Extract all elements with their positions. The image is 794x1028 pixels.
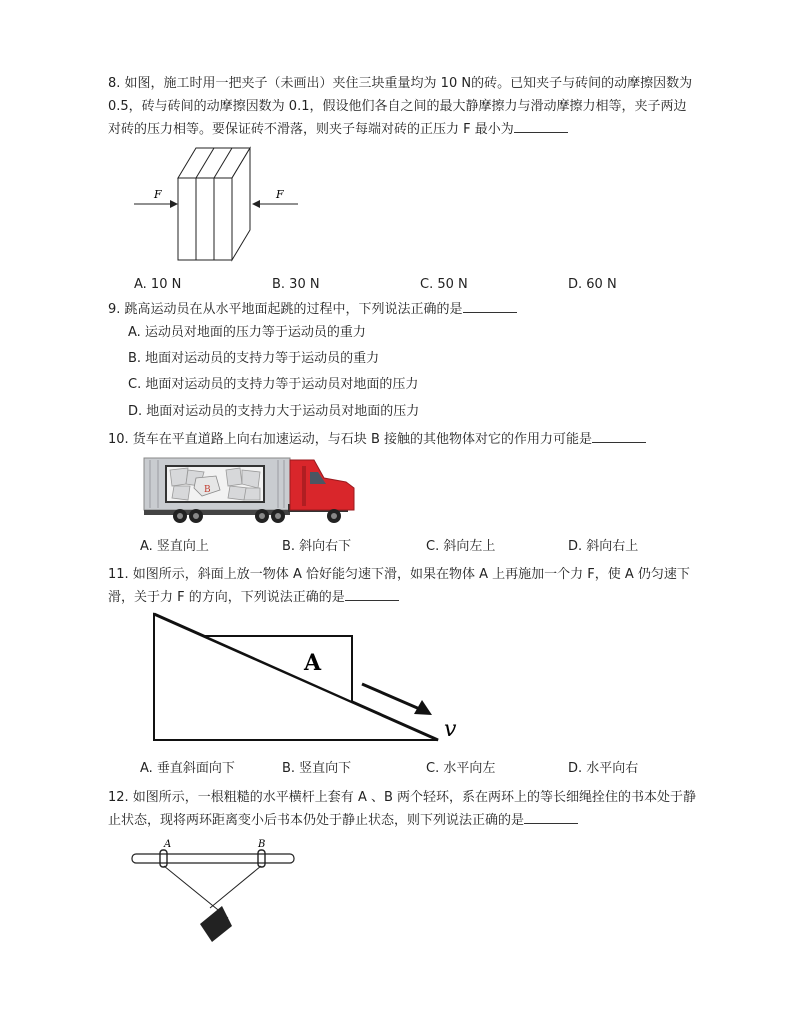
q9-option-d: D. 地面对运动员的支持力大于运动员对地面的压力	[128, 404, 420, 419]
question-11-text: 11. 如图所示，斜面上放一物体 A 恰好能匀速下滑，如果在物体 A 上再施加一个力 F，使 A 仍匀速下滑，关于力 F 的方向，下列说法正确的是	[108, 567, 690, 605]
q8-option-c: C. 50 N	[420, 277, 468, 292]
answer-blank	[524, 809, 578, 824]
question-8-text: 8. 如图，施工时用一把夹子（未画出）夹住三块重量均为 10 N的砖。已知夹子与砖间的动摩擦因数为 0.5，砖与砖间的动摩擦因数为 0.1，假设他们各自之间的最大静摩擦力与滑动摩擦力相等，夹子两边对砖的压力相等。要保证砖不滑落，则夹子每端对砖的正压力 F 最小为	[108, 76, 693, 137]
q8-option-a: A. 10 N	[134, 277, 182, 292]
question-10	[108, 428, 698, 451]
book	[200, 906, 232, 942]
string-b	[210, 866, 261, 908]
q9-option-c: C. 地面对运动员的支持力等于运动员对地面的压力	[128, 377, 419, 392]
block-a-label: A	[304, 650, 322, 676]
question-11	[108, 563, 698, 609]
q11-option-c: C. 水平向左	[426, 761, 496, 776]
stone-b-label: B	[204, 485, 211, 495]
q8-option-d: D. 60 N	[568, 277, 617, 292]
brick-3	[214, 178, 232, 260]
q9-option-b: B. 地面对运动员的支持力等于运动员的重力	[128, 351, 380, 366]
q10-option-a: A. 竖直向上	[140, 539, 209, 554]
velocity-label: v	[444, 717, 457, 742]
ring-a-label: A	[164, 839, 172, 850]
q11-option-a: A. 垂直斜面向下	[140, 761, 235, 776]
question-10-text: 10. 货车在平直道路上向右加速运动，与石块 B 接触的其他物体对它的作用力可能是	[108, 432, 592, 447]
brick-2	[196, 178, 214, 260]
q10-option-c: C. 斜向左上	[426, 539, 496, 554]
q11-option-d: D. 水平向右	[568, 761, 639, 776]
horizontal-rod	[132, 854, 294, 863]
q8-option-b: B. 30 N	[272, 277, 320, 292]
incline-figure	[150, 610, 470, 750]
ring-b-label: B	[258, 839, 266, 850]
bricks-figure	[128, 142, 308, 272]
question-12-text: 12. 如图所示，一根粗糙的水平横杆上套有 A 、B 两个轻环，系在两环上的等长细绳拴住的书本处于静止状态，现将两环距离变小后书本仍处于静止状态，则下列说法正确的是	[108, 790, 697, 828]
answer-blank	[514, 118, 568, 133]
force-label-left: F	[154, 188, 162, 201]
answer-blank	[592, 428, 646, 443]
brick-1	[178, 178, 196, 260]
truck-figure	[138, 456, 360, 528]
velocity-arrow	[362, 684, 422, 710]
question-9	[108, 298, 698, 321]
q10-option-d: D. 斜向右上	[568, 539, 639, 554]
q10-option-b: B. 斜向右下	[282, 539, 352, 554]
question-8	[108, 72, 698, 141]
truck-cab	[290, 460, 354, 510]
force-label-right: F	[276, 188, 284, 201]
answer-blank	[463, 298, 517, 313]
answer-blank	[345, 586, 399, 601]
rings-figure	[128, 834, 300, 950]
question-9-text: 9. 跳高运动员在从水平地面起跳的过程中，下列说法正确的是	[108, 302, 463, 317]
q9-option-a: A. 运动员对地面的压力等于运动员的重力	[128, 325, 366, 340]
question-12	[108, 786, 698, 832]
q11-option-b: B. 竖直向下	[282, 761, 352, 776]
